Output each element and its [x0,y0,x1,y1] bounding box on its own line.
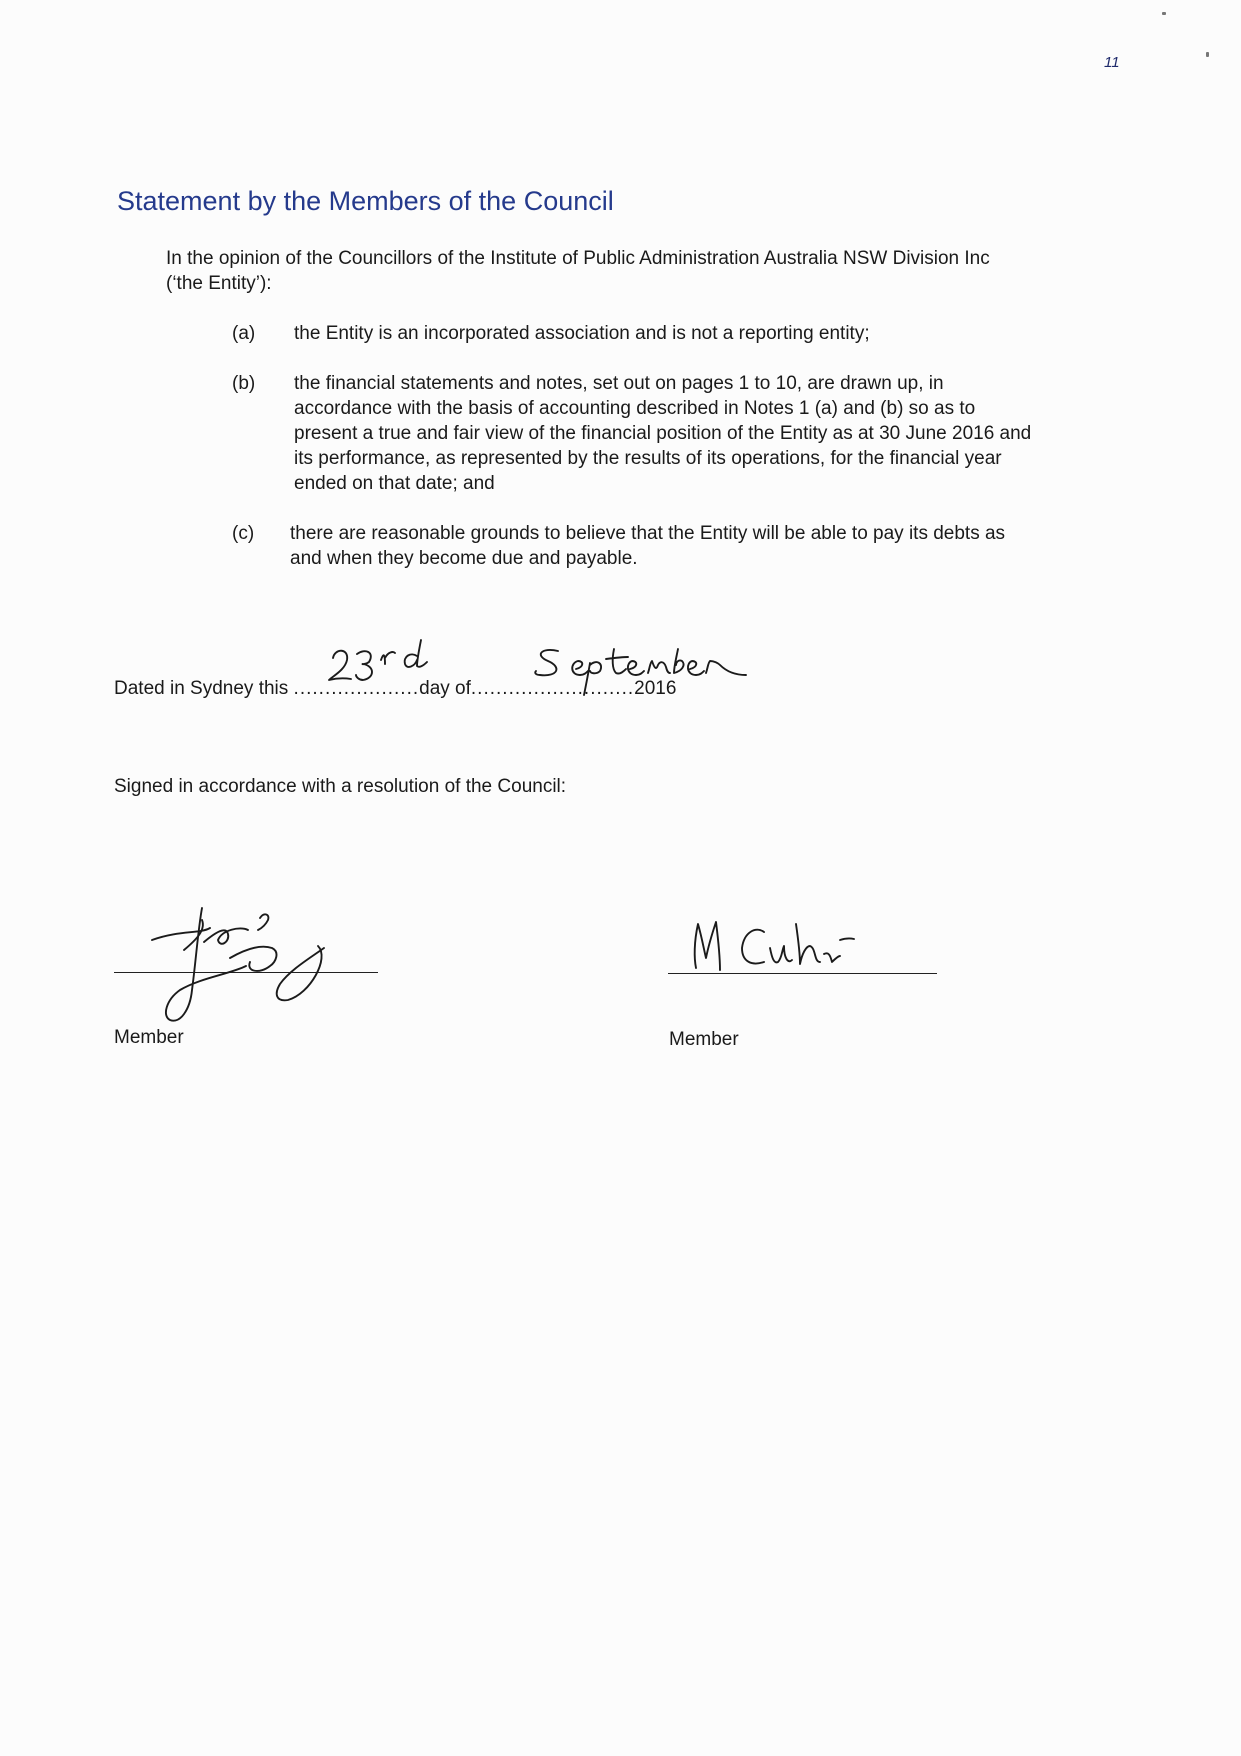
dated-mid: day of [419,678,471,699]
signature-label-1: Member [114,1027,184,1048]
list-item-marker-c: (c) [232,523,255,544]
list-item-marker-a: (a) [232,323,256,344]
resolution-text: Signed in accordance with a resolution of the Council: [114,776,567,797]
list-item-text-a: the Entity is an incorporated association and is not a reporting entity; [294,323,870,344]
dated-year: 2016 [634,678,677,699]
scan-speck [1162,12,1166,15]
signature-label-2: Member [669,1029,739,1050]
list-item-marker-b: (b) [232,373,256,394]
signature-1 [140,900,360,1030]
day-dots: .................... [293,678,420,699]
handwritten-month [532,645,752,705]
intro-paragraph: In the opinion of the Councillors of the Institute of Public Administration Australia NSW Division Inc (‘the Entity’): [166,248,990,294]
signature-2 [690,918,890,978]
page-title: Statement by the Members of the Council [117,186,614,216]
list-item-text-c: there are reasonable grounds to believe that the Entity will be able to pay its debts as and when they become due and payable. [290,523,1006,569]
handwritten-day [325,640,435,690]
dated-prefix: Dated in Sydney this [114,678,289,699]
list-item-text-b: the financial statements and notes, set out on pages 1 to 10, are drawn up, in accordance with the basis of accounting described in Notes 1 (a) and (b) so as to present a true and fair view of the financial position of the Entity as at 30 June 2016 and its performance, as represented by the results of its operations, for the financial year ended on that date; and [294,373,1032,494]
month-dots: .......................... [470,678,635,699]
page-number: 11 [1104,54,1120,71]
scan-speck [1206,52,1209,57]
